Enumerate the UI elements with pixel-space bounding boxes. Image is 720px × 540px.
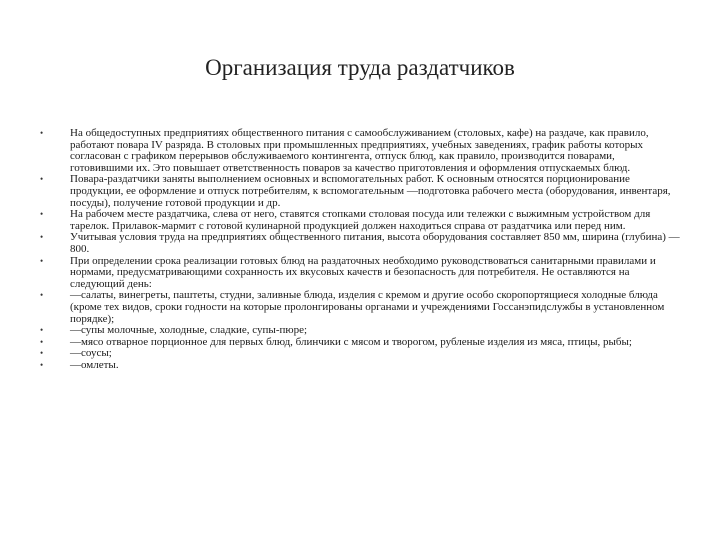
bullet-item: [40, 348, 680, 360]
slide-title: Организация труда раздатчиков: [205, 55, 515, 80]
bullet-item: [40, 290, 680, 325]
bullet-list: [40, 128, 680, 371]
bullet-marker-icon: •: [40, 232, 44, 243]
bullet-marker-icon: •: [40, 336, 44, 347]
bullet-text: —мясо отварное порционное для первых блюд, блинчики с мясом и творогом, рубленые изделия из мяса, птицы, рыбы;: [70, 335, 632, 348]
bullet-marker-icon: •: [40, 359, 44, 370]
bullet-marker-icon: •: [40, 255, 44, 266]
bullet-item: [40, 256, 680, 291]
bullet-item: [40, 325, 680, 337]
bullet-text: —соусы;: [70, 347, 112, 360]
bullet-marker-icon: •: [40, 290, 44, 301]
bullet-item: [40, 128, 680, 174]
bullet-text: —омлеты.: [70, 358, 119, 371]
bullet-item: [40, 209, 680, 232]
bullet-text: —супы молочные, холодные, сладкие, супы-пюре;: [70, 324, 308, 337]
bullet-text: Учитывая условия труда на предприятиях общественного питания, высота оборудования составляет 850 мм, ширина (глубина) —800.: [70, 231, 680, 255]
bullet-item: [40, 174, 680, 209]
bullet-text: —салаты, винегреты, паштеты, студни, заливные блюда, изделия с кремом и другие особо скоропортящиеся холодные блюда (кроме тех видов, сроки годности на которые пролонгированы органами и учреждениями Госсанэпидслужбы в установленном порядке);: [70, 289, 665, 325]
bullet-item: [40, 360, 680, 372]
bullet-marker-icon: •: [40, 128, 44, 138]
bullet-text: Повара-раздатчики заняты выполнением основных и вспомогательных работ. К основным относятся порционирование продукции, ее оформление и отпуск потребителям, к вспомогательным —подготовка рабочего места (оборудования, инвентаря, посуды), получение готовой продукции и др.: [70, 173, 671, 209]
bullet-marker-icon: •: [40, 325, 44, 336]
bullet-marker-icon: •: [40, 209, 44, 220]
bullet-item: [40, 232, 680, 255]
bullet-text: При определении срока реализации готовых блюд на раздаточных необходимо руководствоваться санитарными правилами и нормами, предусматривающими сохранность их вкусовых качеств и безопасность для потребителя. Не оставляются на следующий день:: [70, 254, 656, 290]
bullet-text: На общедоступных предприятиях общественного питания с самообслуживанием (столовых, кафе) на раздаче, как правило, работают повара IV разряда. В столовых при промышленных предприятиях, учебных заведениях, график работы которых согласован с графиком перерывов обслуживаемого контингента, отпуск блюд, как правило, производится поварами, готовившими их. Это повышает ответственность поваров за качество приготовления и оформления отпускаемых блюд.: [70, 127, 649, 174]
bullet-text: На рабочем месте раздатчика, слева от него, ставятся стопками столовая посуда или тележки с выжимным устройством для тарелок. Прилавок-мармит с готовой кулинарной продукцией должен находиться справа от раздатчика или перед ним.: [70, 208, 651, 232]
bullet-marker-icon: •: [40, 348, 44, 359]
bullet-item: [40, 337, 680, 349]
bullet-marker-icon: •: [40, 174, 44, 185]
